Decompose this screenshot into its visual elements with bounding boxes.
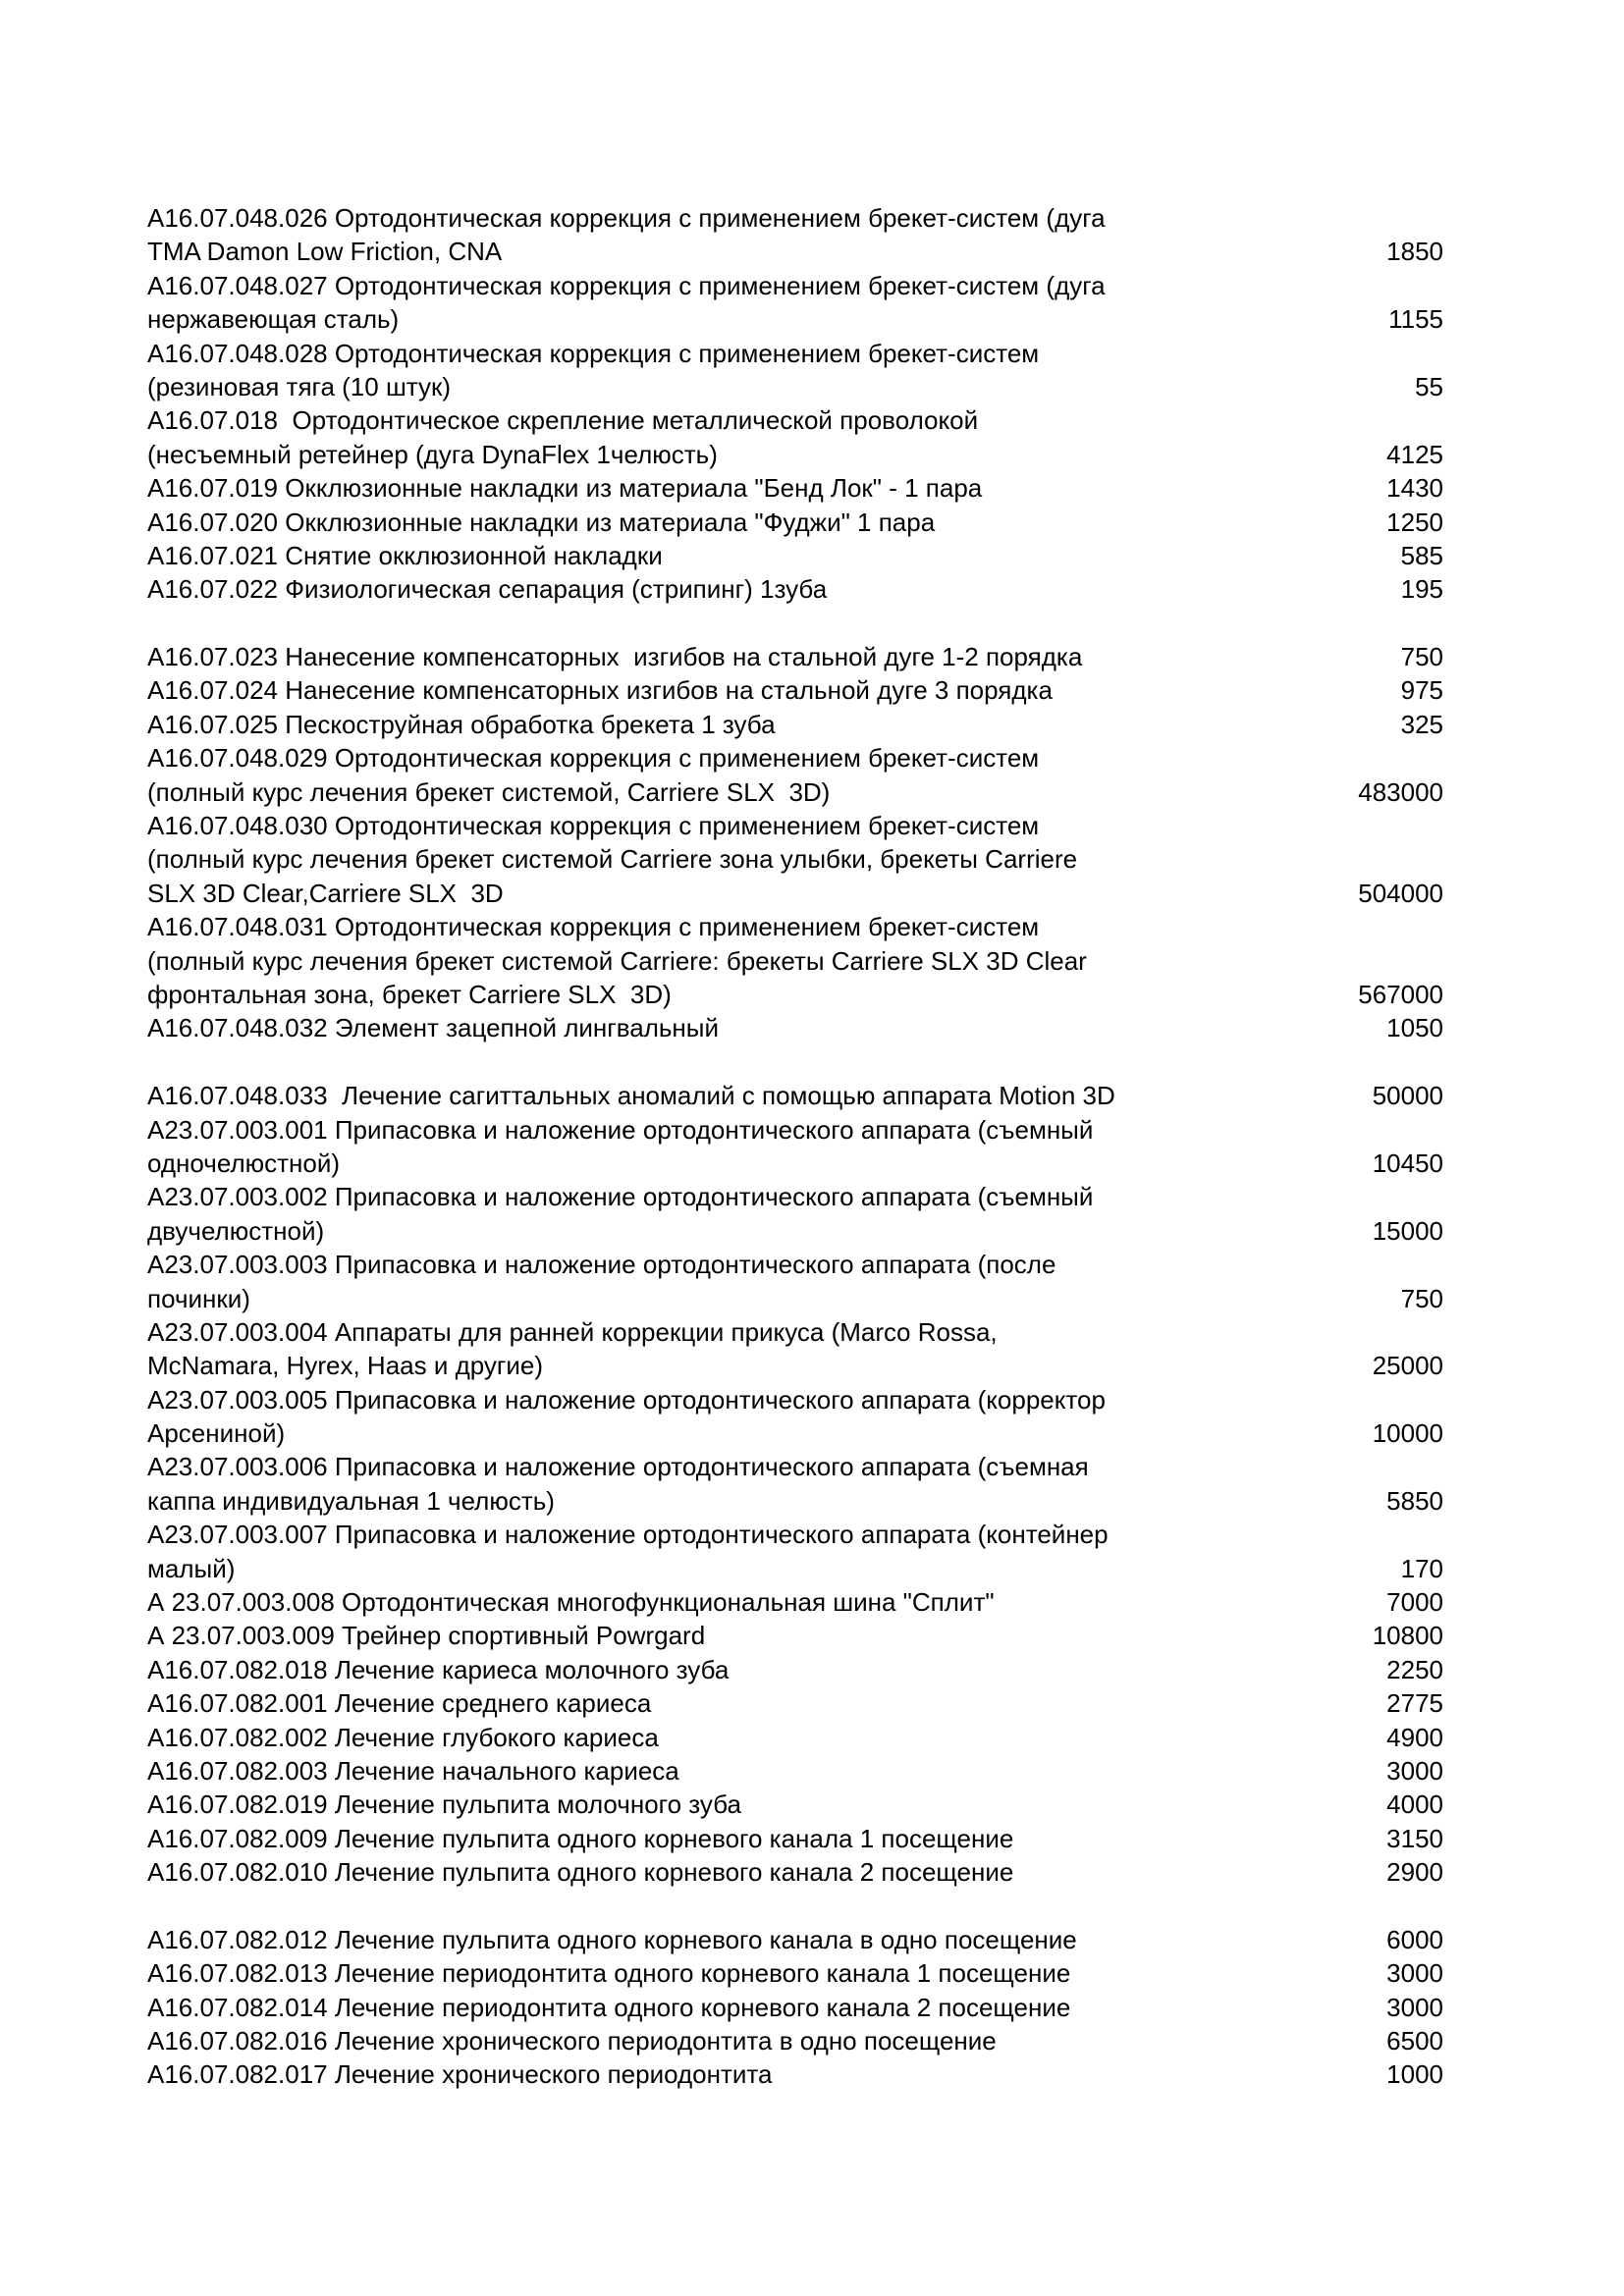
service-description: А23.07.003.005 Припасовка и наложение ортодонтического аппарата (корректор — [147, 1384, 1106, 1415]
service-description: А16.07.048.027 Ортодонтическая коррекция с применением брекет-систем (дуга — [147, 270, 1106, 300]
service-price: 483000 — [1358, 776, 1443, 807]
service-description: SLX 3D Clear,Carriere SLX 3D — [147, 878, 504, 908]
price-list-line — [147, 1147, 1443, 1180]
service-price: 567000 — [1358, 979, 1443, 1009]
price-list-line — [147, 1754, 1443, 1788]
price-list-line — [147, 1180, 1443, 1213]
price-list-line — [147, 1113, 1443, 1147]
price-list-line — [147, 842, 1443, 876]
service-price: 1000 — [1386, 2059, 1443, 2090]
service-price: 975 — [1400, 675, 1443, 706]
price-list-line — [147, 741, 1443, 774]
service-description: А16.07.020 Окклюзионные накладки из материала "Фуджи" 1 пара — [147, 507, 936, 537]
service-price: 1155 — [1388, 304, 1443, 335]
service-price: 1250 — [1386, 507, 1443, 537]
price-list-line — [147, 775, 1443, 809]
service-price: 3000 — [1386, 1992, 1443, 2022]
service-description: А16.07.048.030 Ортодонтическая коррекция с применением брекет-систем — [147, 811, 1040, 841]
service-description: А23.07.003.003 Припасовка и наложение ортодонтического аппарата (после — [147, 1250, 1056, 1280]
service-description: малый) — [147, 1553, 236, 1583]
service-description: А16.07.048.033 Лечение сагиттальных аномалий с помощью аппарата Motion 3D — [147, 1081, 1115, 1111]
service-price: 195 — [1400, 574, 1443, 605]
price-list-line — [147, 1653, 1443, 1686]
price-list-line — [147, 1923, 1443, 1956]
service-description: А16.07.082.010 Лечение пульпита одного корневого канала 2 посещение — [147, 1857, 1014, 1888]
service-price: 10450 — [1372, 1148, 1443, 1178]
service-price: 585 — [1400, 540, 1443, 570]
service-price: 55 — [1415, 371, 1443, 401]
service-description: А16.07.048.031 Ортодонтическая коррекция с применением брекет-систем — [147, 912, 1040, 942]
service-price: 6500 — [1386, 2026, 1443, 2056]
service-price: 504000 — [1358, 878, 1443, 908]
price-list-line — [147, 1349, 1443, 1382]
price-list-line — [147, 1383, 1443, 1416]
service-price: 3000 — [1386, 1958, 1443, 1989]
price-list-line — [147, 877, 1443, 910]
service-description: А16.07.025 Пескоструйная обработка брекета 1 зуба — [147, 709, 776, 739]
service-price: 1850 — [1386, 237, 1443, 267]
service-description: каппа индивидуальная 1 челюсть) — [147, 1485, 555, 1516]
price-list-line — [147, 471, 1443, 505]
price-list-line — [147, 978, 1443, 1011]
price-list-line — [147, 2057, 1443, 2091]
service-price: 10800 — [1372, 1621, 1443, 1651]
service-description: А16.07.024 Нанесение компенсаторных изгибов на стальной дуге 3 порядка — [147, 675, 1053, 706]
service-description: нержавеющая сталь) — [147, 304, 400, 335]
service-description: фронтальная зона, брекет Carriere SLX 3D) — [147, 979, 672, 1009]
service-price: 10000 — [1372, 1418, 1443, 1449]
blank-line — [147, 1045, 1443, 1079]
price-list-line — [147, 1450, 1443, 1483]
service-description: TMA Damon Low Friction, CNA — [147, 237, 503, 267]
service-description: (несъемный ретейнер (дуга DynaFlex 1челюсть) — [147, 439, 718, 469]
service-description: А16.07.082.003 Лечение начального кариеса — [147, 1755, 679, 1786]
service-description: А23.07.003.001 Припасовка и наложение ортодонтического аппарата (съемный — [147, 1114, 1094, 1145]
price-list-line — [147, 708, 1443, 741]
service-description: McNamara, Hyrex, Haas и другие) — [147, 1351, 544, 1381]
service-price: 1050 — [1386, 1013, 1443, 1043]
service-description: (полный курс лечения брекет системой Carriere: брекеты Carriere SLX 3D Clear — [147, 945, 1087, 976]
service-price: 4900 — [1386, 1722, 1443, 1752]
service-price: 2250 — [1386, 1654, 1443, 1684]
price-list-line — [147, 1855, 1443, 1889]
service-price: 2900 — [1386, 1857, 1443, 1888]
price-list-line — [147, 1282, 1443, 1315]
service-description: А16.07.023 Нанесение компенсаторных изгибов на стальной дуге 1-2 порядка — [147, 642, 1083, 672]
service-price: 4000 — [1386, 1789, 1443, 1820]
service-description: одночелюстной) — [147, 1148, 341, 1178]
service-description: А16.07.022 Физиологическая сепарация (стрипинг) 1зуба — [147, 574, 828, 605]
service-description: А16.07.082.018 Лечение кариеса молочного зуба — [147, 1654, 730, 1684]
service-price: 25000 — [1372, 1351, 1443, 1381]
price-list-line — [147, 1552, 1443, 1585]
price-list-line — [147, 1011, 1443, 1044]
price-list-line — [147, 1416, 1443, 1450]
service-description: А23.07.003.002 Припасовка и наложение ортодонтического аппарата (съемный — [147, 1182, 1094, 1212]
price-list-line — [147, 1619, 1443, 1652]
service-description: А23.07.003.006 Припасовка и наложение ортодонтического аппарата (съемная — [147, 1452, 1089, 1482]
service-description: А16.07.048.028 Ортодонтическая коррекция с применением брекет-систем — [147, 338, 1040, 368]
service-description: А16.07.021 Снятие окклюзионной накладки — [147, 540, 663, 570]
service-price: 4125 — [1386, 439, 1443, 469]
service-price: 750 — [1400, 642, 1443, 672]
service-description: А16.07.048.032 Элемент зацепной лингвальный — [147, 1013, 720, 1043]
price-list-line — [147, 201, 1443, 235]
price-list-line — [147, 1518, 1443, 1551]
service-description: А23.07.003.007 Припасовка и наложение ортодонтического аппарата (контейнер — [147, 1520, 1109, 1550]
price-list-line — [147, 2024, 1443, 2057]
service-price: 3000 — [1386, 1755, 1443, 1786]
blank-line — [147, 1890, 1443, 1923]
price-list-line — [147, 403, 1443, 437]
service-description: А16.07.019 Окклюзионные накладки из материала "Бенд Лок" - 1 пара — [147, 473, 983, 504]
service-description: А16.07.048.026 Ортодонтическая коррекция с применением брекет-систем (дуга — [147, 203, 1106, 233]
service-price: 15000 — [1372, 1215, 1443, 1246]
service-price: 170 — [1400, 1553, 1443, 1583]
price-list-line — [147, 640, 1443, 673]
service-description: Арсениной) — [147, 1418, 286, 1449]
price-list-line — [147, 572, 1443, 606]
price-list-line — [147, 1686, 1443, 1720]
service-description: А16.07.082.014 Лечение периодонтита одного корневого канала 2 посещение — [147, 1992, 1071, 2022]
price-list-line — [147, 370, 1443, 403]
service-description: А16.07.048.029 Ортодонтическая коррекция с применением брекет-систем — [147, 743, 1040, 774]
service-description: А 23.07.003.009 Трейнер спортивный Powrgard — [147, 1621, 706, 1651]
price-list-line — [147, 539, 1443, 572]
price-list-line — [147, 1248, 1443, 1281]
service-description: А16.07.082.002 Лечение глубокого кариеса — [147, 1722, 659, 1752]
price-list-line — [147, 673, 1443, 707]
service-description: А16.07.082.019 Лечение пульпита молочного зуба — [147, 1789, 741, 1820]
service-description: А16.07.018 Ортодонтическое скрепление металлической проволокой — [147, 405, 979, 436]
price-list-line — [147, 1822, 1443, 1855]
service-description: (полный курс лечения брекет системой, Carriere SLX 3D) — [147, 776, 831, 807]
service-price: 50000 — [1372, 1081, 1443, 1111]
service-description: А 23.07.003.008 Ортодонтическая многофункциональная шина "Сплит" — [147, 1587, 995, 1618]
price-list-line — [147, 438, 1443, 471]
service-description: А16.07.082.001 Лечение среднего кариеса — [147, 1688, 652, 1719]
price-list-line — [147, 1956, 1443, 1990]
service-price: 750 — [1400, 1283, 1443, 1313]
service-description: А16.07.082.017 Лечение хронического периодонтита — [147, 2059, 773, 2090]
price-list-line — [147, 1788, 1443, 1821]
price-list-line — [147, 1214, 1443, 1248]
service-description: А23.07.003.004 Аппараты для ранней коррекции прикуса (Marco Rossa, — [147, 1316, 998, 1347]
price-list-line — [147, 1585, 1443, 1619]
price-list-line — [147, 910, 1443, 943]
price-list-line — [147, 1315, 1443, 1349]
service-description: А16.07.082.016 Лечение хронического периодонтита в одно посещение — [147, 2026, 997, 2056]
service-price: 325 — [1400, 709, 1443, 739]
price-list-line — [147, 1079, 1443, 1112]
service-description: (резиновая тяга (10 штук) — [147, 371, 452, 401]
service-description: починки) — [147, 1283, 250, 1313]
service-price: 2775 — [1386, 1688, 1443, 1719]
price-list-line — [147, 1991, 1443, 2024]
service-price: 6000 — [1386, 1924, 1443, 1954]
service-price: 7000 — [1386, 1587, 1443, 1618]
service-price: 3150 — [1386, 1823, 1443, 1853]
price-list-line — [147, 337, 1443, 370]
price-list-line — [147, 809, 1443, 842]
blank-line — [147, 607, 1443, 640]
price-list-line — [147, 944, 1443, 978]
service-description: А16.07.082.009 Лечение пульпита одного корневого канала 1 посещение — [147, 1823, 1014, 1853]
service-description: А16.07.082.012 Лечение пульпита одного корневого канала в одно посещение — [147, 1924, 1077, 1954]
price-list-line — [147, 506, 1443, 539]
service-price: 1430 — [1386, 473, 1443, 504]
price-list-line — [147, 1721, 1443, 1754]
price-list-line — [147, 302, 1443, 336]
service-description: (полный курс лечения брекет системой Carriere зона улыбки, брекеты Carriere — [147, 844, 1078, 875]
service-price: 5850 — [1386, 1485, 1443, 1516]
price-list-line — [147, 235, 1443, 268]
price-list-line — [147, 269, 1443, 302]
service-description: двучелюстной) — [147, 1215, 325, 1246]
service-description: А16.07.082.013 Лечение периодонтита одного корневого канала 1 посещение — [147, 1958, 1071, 1989]
price-list — [147, 201, 1443, 2092]
price-list-line — [147, 1484, 1443, 1518]
